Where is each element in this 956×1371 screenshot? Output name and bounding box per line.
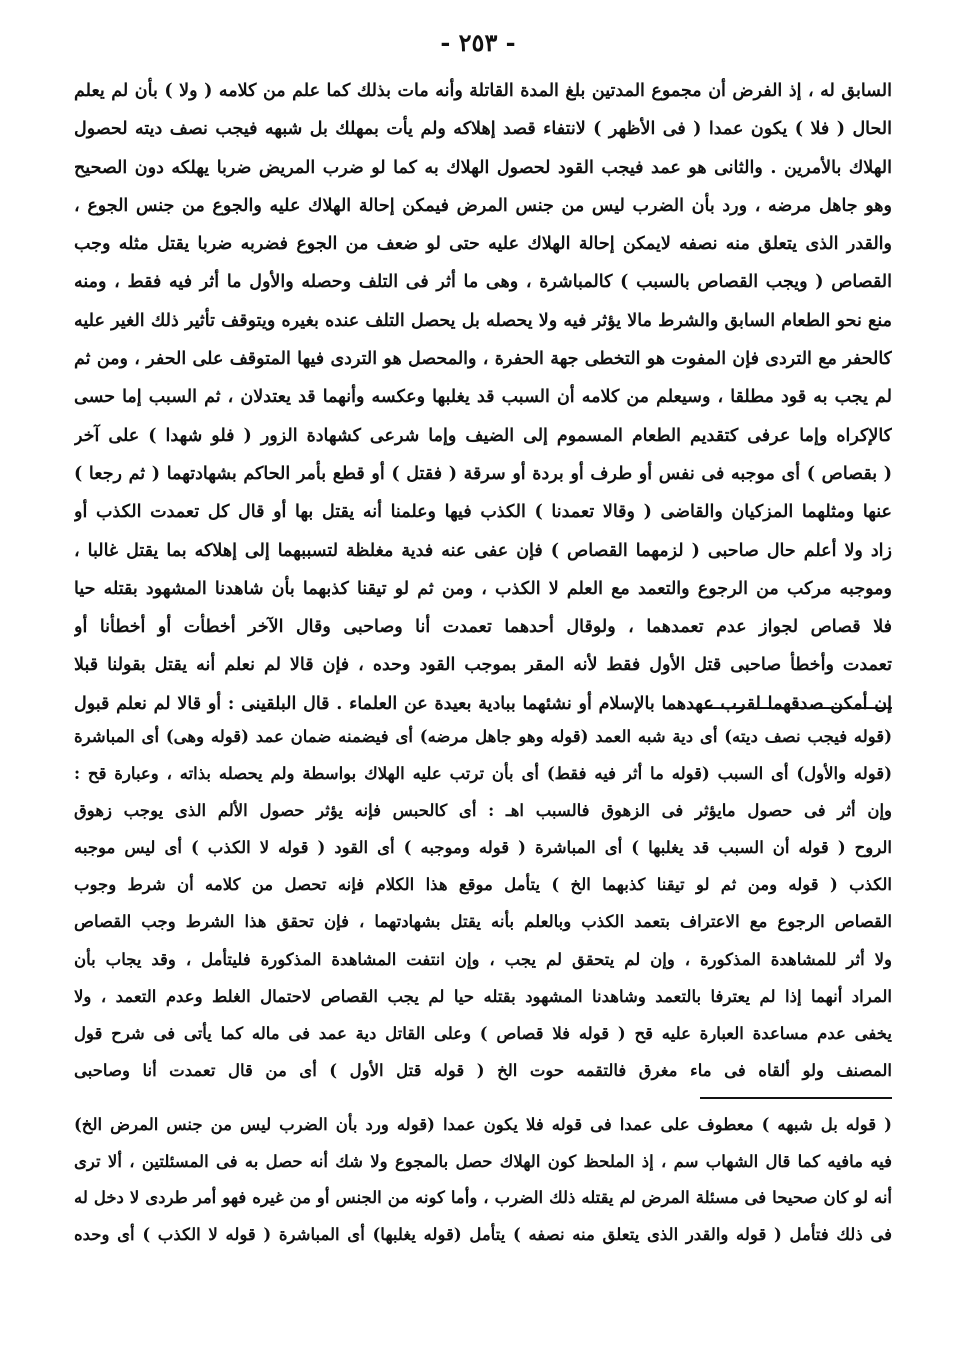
main-text-line: لم يجب به قود مطلقا ، وسيعلم من كلامه أن السبب قد يغلبها وعكسه وأنهما قد يعتدلان ، ثم السبب إما حسى <box>74 387 892 408</box>
commentary-line: أنه لو كان صحيحا فى مسئلة المرض لم يقتله ذلك الضرب ، وأما كونه من الجنس أو من غيره فهو أمر طردى لا دخل له <box>74 1188 892 1207</box>
commentary-line: وإن أثر فى حصول مايؤثر فى الزهوق فالسبب اهـ : أى كالحبس فإنه يؤثر حصول الألم الذى يوجب زهوق <box>74 801 892 821</box>
commentary-line: الكذب ( قوله ومن ثم لو تيقنا كذبهما الخ ) يتأمل موقع هذا الكلام فإنه تحصل من كلامه أن شرط وجوب <box>74 875 892 895</box>
main-text-line: زاد ولا أعلم حال صاحبى ( لزمهما القصاص ) فإن عفى عنه فدية مغلظة لتسببهما إلى إهلاكه بما يقتل غالبا ، <box>74 540 892 561</box>
main-text-line: والقدر الذى يتعلق منه نصفه لايمكن إحالة الهلاك عليه حتى لو ضعف من الجوع فضربه ضربا يقتل مثله وجب <box>74 234 892 255</box>
main-text-line: كالحفر مع التردى فإن المفوت هو التخطى جهة الحفرة ، والمحصل هو التردى فيها المتوقف على الحفر ، ومن ثم <box>74 349 892 370</box>
footnote-divider <box>700 707 892 709</box>
commentary-line: يخفى عدم مساعدة العبارة عليه قح ( قوله فلا قصاص ) وعلى القاتل دية عمد فى ماله كما يأتى فى شرح قول <box>74 1023 892 1043</box>
commentary-line: المصنف ولو ألقاه فى ماء مغرق فالتقمه حوت الخ ( قوله قتل الأول ) أى من قال تعمدت أنا وصاحبى <box>74 1060 892 1080</box>
commentary-line: الروح ( قوله أن السبب قد يغلبها ) أى المباشرة ( قوله وموجبه ) أى القود ( قوله لا الكذب ) أى ليس موجبه <box>74 838 892 858</box>
main-text-line: السابق له ، إذ الفرض أن مجموع المدتين بلغ المدة القاتلة وأنه مات بذلك كما علم من كلامه ( ولا ) بأن لم يعلم <box>74 81 892 101</box>
commentary-block-2 <box>74 1107 892 1253</box>
main-text-line: كالإكراه وإما عرفى كتقديم الطعام المسموم إلى الضيف وإما شرعى كشهادة الزور ( فلو شهدا ) على آخر <box>74 425 892 446</box>
main-text-line: وهو جاهل مرضه ، ورد بأن الضرب ليس من جنس المرض فيمكن إحالة الهلاك عليه والجوع من جنس الجوع ، <box>74 195 892 216</box>
main-text-line: منع نحو الطعام السابق والشرط مالا يؤثر فيه ولا يحصله بل يحصل التلف عنده بغيره ويتوقف تأثير ذلك الغير عليه <box>74 310 892 331</box>
main-text-line: ( بقصاص ) أى موجبه فى نفس أو طرف أو بردة أو سرقة ( فقتل ) أو قطع بأمر الحاكم بشهادتهما ( ثم رجعا ) <box>74 463 892 484</box>
main-text-line: تعمدت وأخطأ صاحبى قتل الأول فقط لأنه المقر بموجب القود وحده ، فإن قالا لم نعلم أنه يقتل بقولنا قبلا <box>74 655 892 676</box>
commentary-line: فيه مافيه كما قال الشهاب سم ، إذ الملحظ كون الهلاك حصل بالمجوع ولا شك أنه حصل به فى المسئلتين ، ألا ترى <box>74 1151 892 1171</box>
footnote-divider <box>700 1097 892 1099</box>
commentary-line: القصاص الرجوع مع الاعتراف بتعمد الكذب وبالعلم بأنه يقتل بشهادتهما ، فإن تحقق هذا الشرط وجب القصاص <box>74 912 892 932</box>
main-text-line: القصاص ( ويجب القصاص بالسبب ) كالمباشرة ، وهى ما أثر فى التلف وحصله والأول ما أثر فيه فقط ، ومنه <box>74 272 892 293</box>
commentary-line: ( قوله بل شبهه ) معطوف على عمدا فى قوله فلا يكون عمدا (قوله ورد بأن الضرب ليس من جنس المرض الخ) <box>74 1115 892 1134</box>
commentary-line: (قوله فيجب نصف ديته) أى دية شبه العمد (قوله وهو جاهل مرضه) أى فيضمنه ضمان عمد (قوله وهى) أى المباشرة <box>74 727 892 746</box>
page-number: - ٢٥٣ - <box>440 28 516 57</box>
commentary-line: المراد أنهما إذا لم يعترفا بالتعمد وشاهدنا المشهود بقتله حيا لم يجب القصاص لاحتمال الغلط وعدم التعمد ، ولا <box>74 986 892 1006</box>
commentary-line: فى ذلك فتأمل ( قوله والقدر الذى يتعلق منه نصفه ) يتأمل (قوله يغلبها) أى المباشرة ( قوله لا الكذب ) أى وحده <box>74 1224 892 1244</box>
main-text-line: إن أمكن صدقهما لقرب عهدهما بالإسلام أو نشئهما ببادية بعيدة عن العلماء . قال البلقينى : أو قالا لم نعلم قبول <box>74 693 892 714</box>
main-text-line: الهلاك بالأمرين . والثانى هو عمد فيجب القود لحصول الهلاك به كما لو ضرب المريض ضربا يهلكه دون الصحيح <box>74 157 892 178</box>
main-text-line: وموجبه مركب من الرجوع والتعمد مع العلم لا الكذب ، ومن ثم لو تيقنا كذبهما بأن شاهدنا المشهود بقتله حيا <box>74 578 892 599</box>
main-text-line: فلا قصاص لجواز عدم تعمدهما ، ولوقال أحدهما تعمدت أنا وصاحبى وقال الآخر أخطأت أو أخطأنا أو <box>74 617 892 638</box>
main-text-block <box>74 72 892 723</box>
commentary-block-1 <box>74 718 892 1089</box>
commentary-line: (قوله والأول) أى السبب (قوله ما أثر فيه فقط) أى بأن ترتب عليه الهلاك بواسطة ولم يحصله بذاته ، وعبارة قح : <box>74 764 892 784</box>
main-text-line: عنها ومثلهما المزكيان والقاضى ( وقالا تعمدنا ) الكذب فيها وعلمنا أنه يقتل بها أو قال كل تعمدت الكذب أو <box>74 502 892 523</box>
commentary-line: ولا أثر للمشاهدة المذكورة ، وإن لم يتحقق لم يجب ، وإن انتفت المشاهدة المذكورة فليتأمل ، وقد يجاب بأن <box>74 949 892 969</box>
main-text-line: الحال ( فلا ) يكون عمدا ( فى الأظهر ) لانتفاء قصد إهلاكه ولم يأت بمهلك بل شبهه فيجب نصف ديته لحصول <box>74 119 892 140</box>
